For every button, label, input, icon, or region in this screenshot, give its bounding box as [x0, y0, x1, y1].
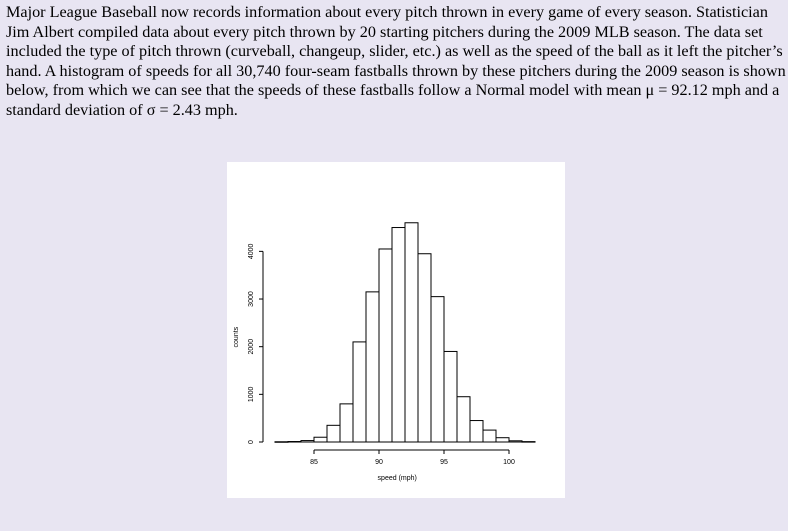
y-tick-label: 0 [248, 440, 255, 444]
histogram-bar [301, 441, 314, 442]
histogram-bar [405, 223, 418, 442]
histogram-bar [379, 249, 392, 442]
histogram-bar [470, 421, 483, 442]
y-tick-label: 2000 [248, 338, 255, 355]
x-tick-label: 95 [440, 459, 448, 466]
histogram-bar [327, 425, 340, 442]
x-tick-label: 90 [375, 459, 383, 466]
question-text: Major League Baseball now records information about every pitch thrown in every game of every season. Statistician Jim Albert compiled data about every pitch thrown by 20 starting pitchers during the 2009 MLB season. The data set included the type of pitch thrown (curveball, changeup, slider, etc.) as well as the speed of the ball as it left the pitcher’s hand. A histogram of speeds for all 30,740 four-seam fastballs thrown by these pitchers during the 2009 season is shown below, from which we can see that the speeds of these fastballs follow a Normal model with mean μ = 92.12 mph and a standard deviation of σ = 2.43 mph. [6, 3, 786, 119]
y-tick-label: 1000 [248, 386, 255, 403]
histogram-bar [340, 404, 353, 442]
histogram-bar [418, 254, 431, 442]
histogram-bar [353, 342, 366, 442]
histogram-bar [457, 397, 470, 442]
histogram-bar [431, 297, 444, 442]
histogram-bar [392, 228, 405, 442]
histogram-bar [366, 292, 379, 442]
histogram-chart [227, 162, 565, 498]
x-tick-label: 85 [310, 459, 318, 466]
histogram-bar [288, 442, 301, 443]
x-axis-title: speed (mph) [377, 475, 417, 482]
histogram-figure [227, 162, 565, 498]
y-tick-label: 4000 [248, 243, 255, 260]
histogram-bar [496, 438, 509, 442]
x-tick-label: 100 [503, 459, 515, 466]
histogram-bar [275, 442, 288, 443]
histogram-bar [522, 442, 535, 443]
histogram-bar [509, 441, 522, 442]
histogram-bar [444, 351, 457, 442]
y-axis-title: counts [233, 326, 240, 348]
y-tick-label: 3000 [248, 291, 255, 307]
histogram-bar [483, 430, 496, 442]
histogram-bar [314, 437, 327, 442]
